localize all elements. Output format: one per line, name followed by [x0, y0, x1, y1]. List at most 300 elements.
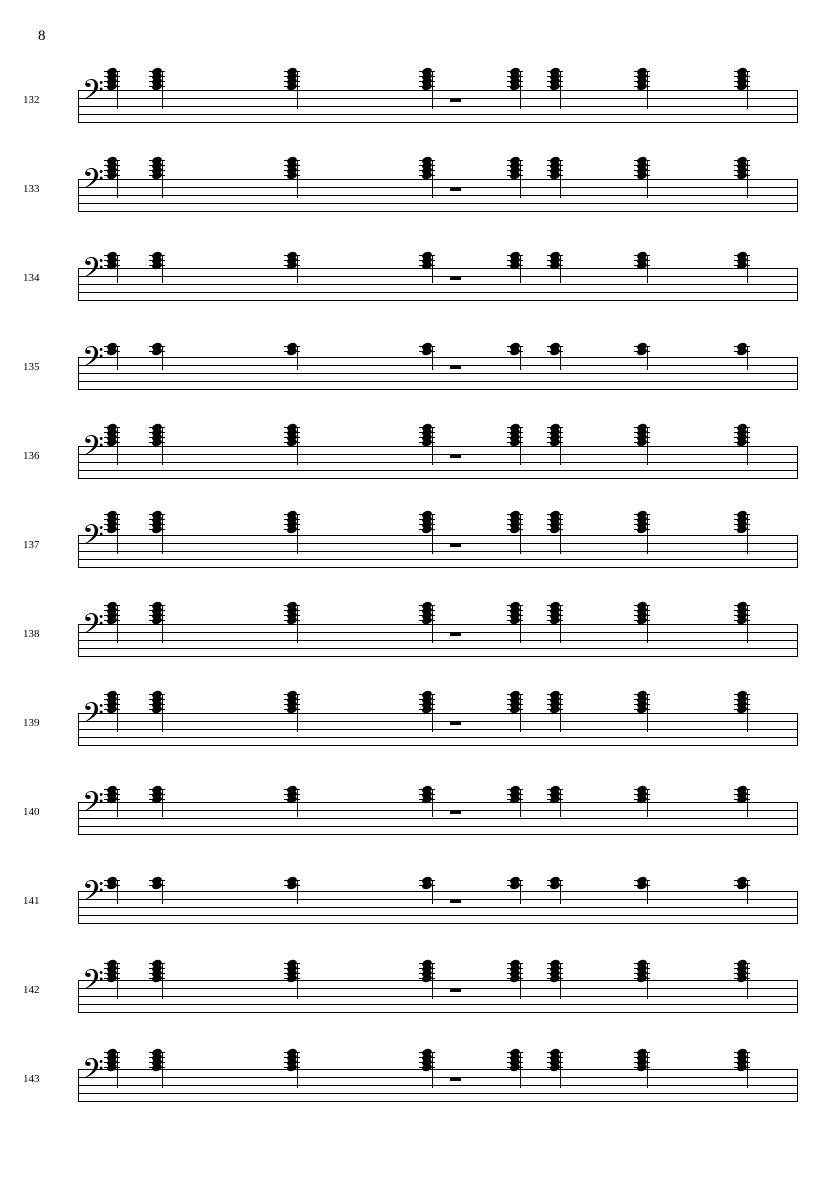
staff-line — [78, 470, 798, 471]
chord — [287, 357, 303, 389]
ledger-line — [507, 351, 523, 352]
whole-rest — [450, 988, 461, 992]
ledger-line — [634, 265, 650, 266]
ledger-line — [507, 529, 523, 530]
chord — [152, 891, 168, 923]
staff-line — [78, 1101, 798, 1102]
barline-end — [797, 980, 798, 1013]
ledger-line — [419, 885, 435, 886]
chord — [510, 90, 526, 122]
whole-rest — [450, 810, 461, 814]
chord — [550, 891, 566, 923]
ledger-line — [507, 799, 523, 800]
chord — [107, 980, 123, 1012]
staff-line — [78, 357, 798, 358]
measure-number: 139 — [23, 717, 40, 729]
chord — [287, 980, 303, 1012]
ledger-line — [547, 351, 563, 352]
ledger-line — [734, 620, 750, 621]
staff-line — [78, 745, 798, 746]
ledger-line — [284, 799, 300, 800]
barline-start — [78, 891, 79, 924]
chord — [107, 1069, 123, 1101]
staff-line — [78, 737, 798, 738]
chord — [422, 446, 438, 478]
ledger-line — [104, 978, 120, 979]
chord — [107, 802, 123, 834]
staff-line — [78, 656, 798, 657]
staff-line — [78, 1069, 798, 1070]
staff — [78, 875, 798, 923]
bass-clef: 𝄢 — [82, 252, 104, 292]
staff — [78, 964, 798, 1012]
staff-line — [78, 373, 798, 374]
staff-line — [78, 98, 798, 99]
staff-line — [78, 899, 798, 900]
ledger-line — [734, 885, 750, 886]
chord — [637, 624, 653, 656]
staff-system — [0, 327, 835, 416]
staff-line — [78, 90, 798, 91]
ledger-line — [104, 620, 120, 621]
staff-line — [78, 907, 798, 908]
measure-number: 135 — [23, 361, 40, 373]
ledger-line — [634, 885, 650, 886]
chord — [422, 891, 438, 923]
ledger-line — [284, 709, 300, 710]
staff — [78, 252, 798, 300]
barline-end — [797, 179, 798, 212]
measure-number: 133 — [23, 183, 40, 195]
chord — [287, 891, 303, 923]
barline-end — [797, 713, 798, 746]
ledger-line — [547, 175, 563, 176]
staff-line — [78, 632, 798, 633]
staff-line — [78, 1085, 798, 1086]
chord — [287, 179, 303, 211]
chord — [107, 891, 123, 923]
ledger-line — [634, 86, 650, 87]
chord — [737, 713, 753, 745]
chord — [152, 980, 168, 1012]
ledger-line — [507, 709, 523, 710]
barline-start — [78, 179, 79, 212]
staff-line — [78, 721, 798, 722]
chord — [550, 90, 566, 122]
barline-start — [78, 90, 79, 123]
ledger-line — [149, 351, 165, 352]
staff-line — [78, 729, 798, 730]
chord — [737, 980, 753, 1012]
chord — [637, 357, 653, 389]
staff-line — [78, 365, 798, 366]
staff-system — [0, 950, 835, 1039]
ledger-line — [507, 265, 523, 266]
staff-line — [78, 980, 798, 981]
ledger-line — [419, 1067, 435, 1068]
ledger-line — [547, 442, 563, 443]
chord — [637, 268, 653, 300]
ledger-line — [547, 885, 563, 886]
staff-line — [78, 1093, 798, 1094]
bass-clef: 𝄢 — [82, 341, 104, 381]
staff-line — [78, 640, 798, 641]
chord — [422, 980, 438, 1012]
staff-line — [78, 179, 798, 180]
ledger-line — [634, 620, 650, 621]
ledger-line — [284, 978, 300, 979]
chord — [510, 268, 526, 300]
barline-end — [797, 802, 798, 835]
bass-clef: 𝄢 — [82, 608, 104, 648]
bass-clef: 𝄢 — [82, 786, 104, 826]
staff-line — [78, 1004, 798, 1005]
chord — [510, 1069, 526, 1101]
chord — [422, 90, 438, 122]
chord — [287, 713, 303, 745]
ledger-line — [104, 885, 120, 886]
chord — [510, 446, 526, 478]
ledger-line — [419, 799, 435, 800]
ledger-line — [634, 978, 650, 979]
ledger-line — [149, 709, 165, 710]
whole-rest — [450, 98, 461, 102]
barline-end — [797, 446, 798, 479]
measure-number: 143 — [23, 1073, 40, 1085]
ledger-line — [419, 442, 435, 443]
chord — [152, 802, 168, 834]
staff — [78, 341, 798, 389]
chord — [152, 268, 168, 300]
chord — [737, 535, 753, 567]
ledger-line — [507, 620, 523, 621]
chord — [287, 446, 303, 478]
ledger-line — [419, 265, 435, 266]
measure-number: 134 — [23, 272, 40, 284]
staff-line — [78, 276, 798, 277]
ledger-line — [419, 620, 435, 621]
chord — [737, 1069, 753, 1101]
ledger-line — [149, 86, 165, 87]
bass-clef: 𝄢 — [82, 163, 104, 203]
chord — [637, 90, 653, 122]
chord — [422, 357, 438, 389]
chord — [637, 1069, 653, 1101]
staff-line — [78, 268, 798, 269]
bass-clef: 𝄢 — [82, 519, 104, 559]
ledger-line — [149, 799, 165, 800]
chord — [550, 713, 566, 745]
staff-line — [78, 551, 798, 552]
bass-clef: 𝄢 — [82, 1053, 104, 1093]
staff-line — [78, 478, 798, 479]
staff — [78, 430, 798, 478]
ledger-line — [547, 978, 563, 979]
chord — [287, 1069, 303, 1101]
ledger-line — [284, 442, 300, 443]
chord — [550, 1069, 566, 1101]
chord — [737, 624, 753, 656]
whole-rest — [450, 276, 461, 280]
staff-line — [78, 211, 798, 212]
whole-rest — [450, 365, 461, 369]
barline-end — [797, 268, 798, 301]
barline-end — [797, 535, 798, 568]
whole-rest — [450, 899, 461, 903]
chord — [510, 357, 526, 389]
staff-line — [78, 1077, 798, 1078]
ledger-line — [507, 978, 523, 979]
chord — [107, 535, 123, 567]
staff-line — [78, 446, 798, 447]
chord — [550, 357, 566, 389]
ledger-line — [284, 351, 300, 352]
ledger-line — [547, 86, 563, 87]
measure-number: 136 — [23, 450, 40, 462]
ledger-line — [734, 709, 750, 710]
whole-rest — [450, 721, 461, 725]
barline-end — [797, 891, 798, 924]
ledger-line — [104, 529, 120, 530]
staff-line — [78, 462, 798, 463]
measure-number: 141 — [23, 895, 40, 907]
staff-line — [78, 454, 798, 455]
barline-start — [78, 446, 79, 479]
staff-line — [78, 891, 798, 892]
ledger-line — [419, 351, 435, 352]
chord — [107, 446, 123, 478]
ledger-line — [419, 978, 435, 979]
chord — [152, 179, 168, 211]
ledger-line — [507, 885, 523, 886]
measure-number: 138 — [23, 628, 40, 640]
staff-system — [0, 505, 835, 594]
chord — [510, 802, 526, 834]
chord — [287, 802, 303, 834]
chord — [287, 90, 303, 122]
ledger-line — [734, 442, 750, 443]
ledger-line — [634, 709, 650, 710]
ledger-line — [734, 1067, 750, 1068]
chord — [107, 90, 123, 122]
barline-start — [78, 535, 79, 568]
ledger-line — [734, 86, 750, 87]
staff — [78, 1053, 798, 1101]
staff-line — [78, 203, 798, 204]
staff — [78, 74, 798, 122]
chord — [422, 1069, 438, 1101]
chord — [637, 802, 653, 834]
staff — [78, 697, 798, 745]
staff-line — [78, 535, 798, 536]
ledger-line — [104, 351, 120, 352]
ledger-line — [149, 978, 165, 979]
chord — [737, 268, 753, 300]
ledger-line — [104, 175, 120, 176]
chord — [152, 713, 168, 745]
chord — [510, 624, 526, 656]
staff-line — [78, 988, 798, 989]
ledger-line — [104, 799, 120, 800]
page-number: 8 — [38, 28, 46, 44]
measure-number: 137 — [23, 539, 40, 551]
chord — [510, 713, 526, 745]
chord — [550, 179, 566, 211]
staff-line — [78, 114, 798, 115]
chord — [550, 446, 566, 478]
staff-line — [78, 713, 798, 714]
ledger-line — [634, 799, 650, 800]
ledger-line — [104, 709, 120, 710]
chord — [422, 268, 438, 300]
chord — [422, 802, 438, 834]
staff-line — [78, 826, 798, 827]
ledger-line — [734, 529, 750, 530]
staff-line — [78, 810, 798, 811]
staff-systems-container — [0, 60, 835, 1128]
chord — [422, 535, 438, 567]
barline-start — [78, 713, 79, 746]
ledger-line — [419, 529, 435, 530]
staff-line — [78, 915, 798, 916]
chord — [287, 624, 303, 656]
ledger-line — [149, 265, 165, 266]
ledger-line — [104, 1067, 120, 1068]
ledger-line — [149, 885, 165, 886]
ledger-line — [507, 442, 523, 443]
whole-rest — [450, 543, 461, 547]
staff-line — [78, 381, 798, 382]
chord — [107, 713, 123, 745]
chord — [550, 802, 566, 834]
bass-clef: 𝄢 — [82, 697, 104, 737]
ledger-line — [634, 442, 650, 443]
barline-end — [797, 90, 798, 123]
staff-system — [0, 683, 835, 772]
barline-start — [78, 357, 79, 390]
ledger-line — [734, 978, 750, 979]
ledger-line — [284, 265, 300, 266]
ledger-line — [634, 351, 650, 352]
staff-line — [78, 567, 798, 568]
staff-line — [78, 106, 798, 107]
bass-clef: 𝄢 — [82, 74, 104, 114]
staff-line — [78, 802, 798, 803]
staff-line — [78, 543, 798, 544]
staff-line — [78, 834, 798, 835]
staff — [78, 163, 798, 211]
staff-system — [0, 594, 835, 683]
whole-rest — [450, 187, 461, 191]
staff-line — [78, 195, 798, 196]
chord — [737, 802, 753, 834]
staff-system — [0, 772, 835, 861]
staff-line — [78, 923, 798, 924]
ledger-line — [634, 529, 650, 530]
chord — [550, 268, 566, 300]
chord — [287, 268, 303, 300]
ledger-line — [284, 885, 300, 886]
ledger-line — [104, 86, 120, 87]
ledger-line — [104, 265, 120, 266]
barline-start — [78, 802, 79, 835]
chord — [152, 90, 168, 122]
chord — [107, 268, 123, 300]
chord — [152, 1069, 168, 1101]
bass-clef: 𝄢 — [82, 875, 104, 915]
staff-line — [78, 300, 798, 301]
staff-line — [78, 1012, 798, 1013]
barline-start — [78, 624, 79, 657]
chord — [737, 446, 753, 478]
ledger-line — [734, 175, 750, 176]
ledger-line — [419, 709, 435, 710]
staff-system — [0, 861, 835, 950]
ledger-line — [547, 799, 563, 800]
ledger-line — [419, 86, 435, 87]
ledger-line — [507, 1067, 523, 1068]
chord — [637, 179, 653, 211]
chord — [637, 980, 653, 1012]
ledger-line — [104, 442, 120, 443]
ledger-line — [734, 265, 750, 266]
chord — [152, 357, 168, 389]
measure-number: 142 — [23, 984, 40, 996]
chord — [152, 624, 168, 656]
measure-number: 140 — [23, 806, 40, 818]
chord — [637, 713, 653, 745]
chord — [152, 446, 168, 478]
chord — [737, 90, 753, 122]
whole-rest — [450, 632, 461, 636]
staff-line — [78, 559, 798, 560]
bass-clef: 𝄢 — [82, 430, 104, 470]
chord — [107, 624, 123, 656]
chord — [737, 891, 753, 923]
staff-line — [78, 996, 798, 997]
chord — [550, 535, 566, 567]
ledger-line — [547, 1067, 563, 1068]
chord — [510, 179, 526, 211]
chord — [510, 891, 526, 923]
chord — [422, 179, 438, 211]
chord — [510, 535, 526, 567]
ledger-line — [634, 1067, 650, 1068]
bass-clef: 𝄢 — [82, 964, 104, 1004]
chord — [107, 179, 123, 211]
ledger-line — [547, 265, 563, 266]
staff — [78, 608, 798, 656]
chord — [737, 357, 753, 389]
ledger-line — [734, 351, 750, 352]
staff-line — [78, 187, 798, 188]
staff-system — [0, 1039, 835, 1128]
staff-system — [0, 149, 835, 238]
measure-number: 132 — [23, 94, 40, 106]
staff — [78, 786, 798, 834]
chord — [107, 357, 123, 389]
barline-start — [78, 980, 79, 1013]
chord — [637, 446, 653, 478]
chord — [422, 624, 438, 656]
staff-line — [78, 389, 798, 390]
ledger-line — [507, 86, 523, 87]
barline-end — [797, 624, 798, 657]
ledger-line — [507, 175, 523, 176]
ledger-line — [284, 529, 300, 530]
chord — [737, 179, 753, 211]
ledger-line — [547, 709, 563, 710]
